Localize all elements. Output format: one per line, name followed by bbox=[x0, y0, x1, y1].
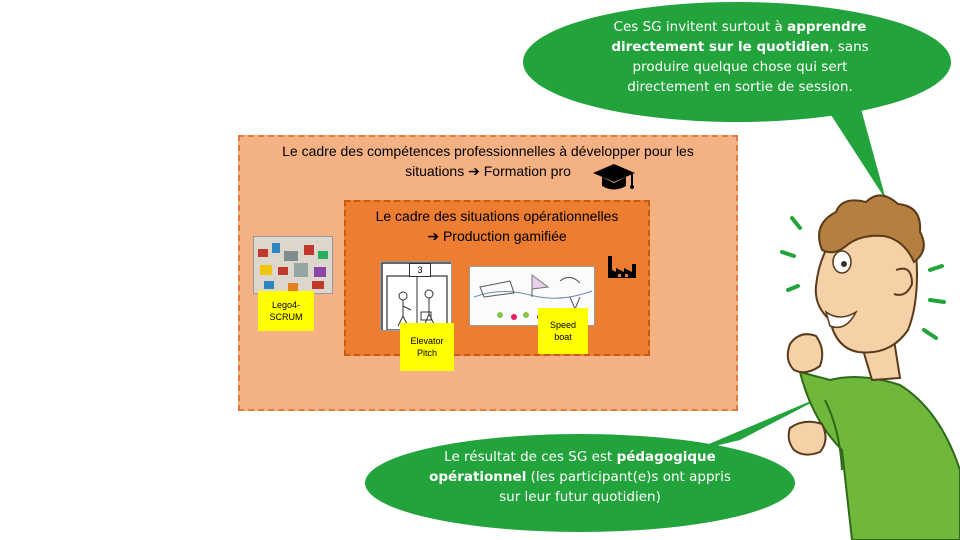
right-arrow-icon: ➔ bbox=[468, 163, 480, 179]
speed-boat-label: Speed boat bbox=[538, 308, 588, 354]
speech-bubble-bottom-text: Le résultat de ces SG est pédagogique opérationnel (les participant(e)s ont appris sur leur futur quotidien) bbox=[429, 449, 731, 505]
lego-scrum-label: Lego4- SCRUM bbox=[258, 291, 314, 331]
speech-bubble-top-text: Ces SG invitent surtout à apprendre directement sur le quotidien, sans produire quelque chose qui sert directement en sortie de session. bbox=[611, 19, 869, 95]
operational-situations-title-line2: ➔ Production gamifiée bbox=[427, 228, 567, 244]
elevator-pitch-label: Elevator Pitch bbox=[400, 323, 454, 371]
professional-skills-title-line2: situations ➔ Formation pro bbox=[405, 163, 571, 179]
professional-skills-title-line1: Le cadre des compétences professionnelles à développer pour les bbox=[282, 143, 694, 159]
elevator-floor-indicator: 3 bbox=[409, 263, 431, 277]
right-arrow-icon: ➔ bbox=[427, 228, 440, 244]
operational-situations-title-line1: Le cadre des situations opérationnelles bbox=[375, 208, 619, 224]
